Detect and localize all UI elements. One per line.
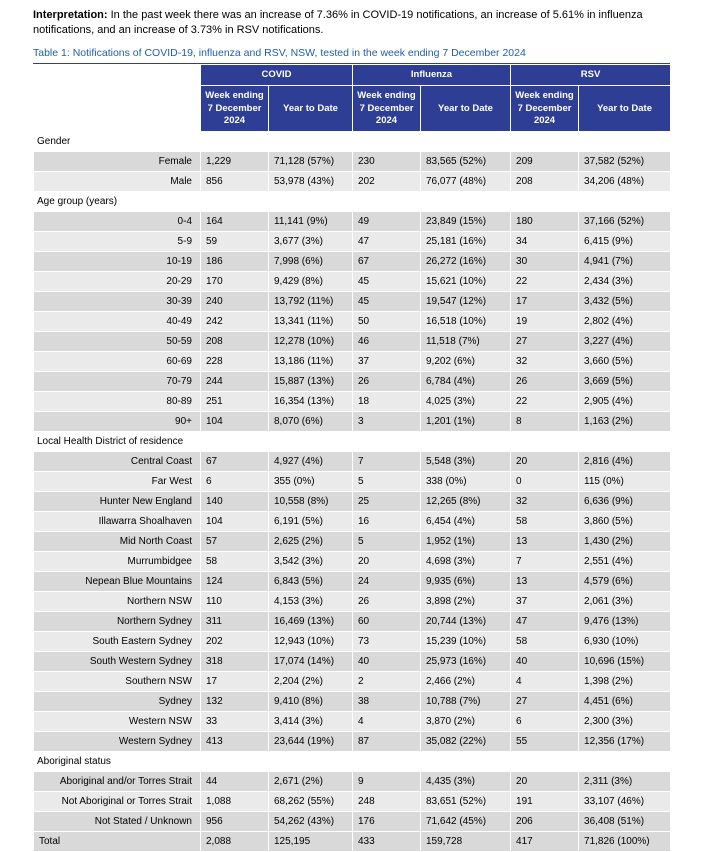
section-header-row [34,752,671,772]
data-cell: 4,451 (6%) [579,692,671,712]
data-cell: 13,341 (11%) [269,312,353,332]
table-row [34,532,671,552]
table-row [34,412,671,432]
data-cell: 17,074 (14%) [269,652,353,672]
data-cell: 71,128 (57%) [269,152,353,172]
interpretation-label: Interpretation: [33,9,108,21]
data-cell: 10,696 (15%) [579,652,671,672]
data-cell: 2,204 (2%) [269,672,353,692]
data-cell: 7 [511,552,579,572]
section-header-row [34,192,671,212]
data-cell: 176 [353,812,421,832]
data-cell: 3,870 (2%) [421,712,511,732]
data-cell: 32 [511,352,579,372]
data-cell: 6,415 (9%) [579,232,671,252]
data-cell: 355 (0%) [269,472,353,492]
table-row [34,772,671,792]
data-cell: 68,262 (55%) [269,792,353,812]
data-cell: 25,181 (16%) [421,232,511,252]
data-cell: 209 [511,152,579,172]
data-cell: 6,454 (4%) [421,512,511,532]
data-cell: 4 [353,712,421,732]
data-cell: 8 [511,412,579,432]
data-cell: 20 [511,452,579,472]
row-label: Male [34,172,201,192]
data-cell: 228 [201,352,269,372]
data-cell: 164 [201,212,269,232]
data-cell: 208 [511,172,579,192]
data-cell: 15,621 (10%) [421,272,511,292]
data-cell: 50 [353,312,421,332]
row-label: Central Coast [34,452,201,472]
data-cell: 16,469 (13%) [269,612,353,632]
table-row [34,152,671,172]
data-cell: 22 [511,392,579,412]
data-cell: 6,191 (5%) [269,512,353,532]
data-cell: 9,935 (6%) [421,572,511,592]
data-cell: 6,930 (10%) [579,632,671,652]
data-cell: 58 [511,512,579,532]
corner-cell [34,65,201,86]
row-label: Western NSW [34,712,201,732]
section-header-label: Age group (years) [34,192,671,212]
data-cell: 2,816 (4%) [579,452,671,472]
data-cell: 35,082 (22%) [421,732,511,752]
row-label: Murrumbidgee [34,552,201,572]
table-row [34,672,671,692]
table-row [34,392,671,412]
rsv-week-header: Week ending 7 December 2024 [511,86,579,132]
data-cell: 3,898 (2%) [421,592,511,612]
data-cell: 11,141 (9%) [269,212,353,232]
corner-cell [34,86,201,132]
data-cell: 208 [201,332,269,352]
data-cell: 45 [353,292,421,312]
data-cell: 25 [353,492,421,512]
table-row [34,592,671,612]
data-cell: 4,153 (3%) [269,592,353,612]
total-cell: 159,728 [421,832,511,852]
section-header-label: Gender [34,132,671,152]
data-cell: 230 [353,152,421,172]
total-cell: 417 [511,832,579,852]
data-cell: 206 [511,812,579,832]
data-cell: 338 (0%) [421,472,511,492]
data-cell: 3,677 (3%) [269,232,353,252]
data-cell: 37 [353,352,421,372]
table-row [34,652,671,672]
table-row [34,712,671,732]
data-cell: 6,843 (5%) [269,572,353,592]
data-cell: 47 [511,612,579,632]
data-cell: 45 [353,272,421,292]
data-cell: 26 [353,372,421,392]
row-label: Female [34,152,201,172]
data-cell: 40 [353,652,421,672]
data-cell: 57 [201,532,269,552]
data-cell: 9,410 (8%) [269,692,353,712]
total-cell: 125,195 [269,832,353,852]
data-cell: 3,227 (4%) [579,332,671,352]
data-cell: 1,088 [201,792,269,812]
data-cell: 46 [353,332,421,352]
row-label: Hunter New England [34,492,201,512]
data-cell: 3,669 (5%) [579,372,671,392]
table-body [34,132,671,852]
data-cell: 186 [201,252,269,272]
data-cell: 2,434 (3%) [579,272,671,292]
data-cell: 132 [201,692,269,712]
data-cell: 1,163 (2%) [579,412,671,432]
table-row [34,332,671,352]
data-cell: 248 [353,792,421,812]
interpretation-text: In the past week there was an increase of 7.36% in COVID-19 notifications, an increase of 5.61% in influenza notifications, and an increase of 3.73% in RSV notifications. [33,9,643,36]
row-label: Mid North Coast [34,532,201,552]
row-label: South Western Sydney [34,652,201,672]
data-cell: 47 [353,232,421,252]
data-cell: 15,239 (10%) [421,632,511,652]
data-cell: 115 (0%) [579,472,671,492]
data-cell: 4,941 (7%) [579,252,671,272]
data-cell: 180 [511,212,579,232]
data-cell: 11,518 (7%) [421,332,511,352]
row-label: Illawarra Shoalhaven [34,512,201,532]
row-label: 70-79 [34,372,201,392]
table-row [34,232,671,252]
table-row [34,792,671,812]
data-cell: 13 [511,532,579,552]
table-row [34,632,671,652]
row-label: Western Sydney [34,732,201,752]
data-cell: 26 [511,372,579,392]
data-cell: 2,466 (2%) [421,672,511,692]
data-cell: 16,518 (10%) [421,312,511,332]
data-cell: 49 [353,212,421,232]
data-cell: 20,744 (13%) [421,612,511,632]
row-label: 80-89 [34,392,201,412]
data-cell: 2,551 (4%) [579,552,671,572]
data-cell: 1,952 (1%) [421,532,511,552]
data-cell: 54,262 (43%) [269,812,353,832]
group-header-influenza: Influenza [353,65,511,86]
data-cell: 34,206 (48%) [579,172,671,192]
table-row [34,612,671,632]
data-cell: 2,625 (2%) [269,532,353,552]
table-row [34,492,671,512]
data-cell: 856 [201,172,269,192]
table-row [34,692,671,712]
data-cell: 23,644 (19%) [269,732,353,752]
data-cell: 2,802 (4%) [579,312,671,332]
table-row [34,352,671,372]
data-cell: 37,582 (52%) [579,152,671,172]
data-cell: 244 [201,372,269,392]
data-cell: 318 [201,652,269,672]
data-cell: 44 [201,772,269,792]
data-cell: 413 [201,732,269,752]
data-cell: 4,579 (6%) [579,572,671,592]
data-cell: 30 [511,252,579,272]
table-row [34,272,671,292]
table-row [34,572,671,592]
data-cell: 59 [201,232,269,252]
data-cell: 83,651 (52%) [421,792,511,812]
data-cell: 1,398 (2%) [579,672,671,692]
data-cell: 170 [201,272,269,292]
data-cell: 87 [353,732,421,752]
total-cell: 433 [353,832,421,852]
data-cell: 13,792 (11%) [269,292,353,312]
data-cell: 37,166 (52%) [579,212,671,232]
row-label: Far West [34,472,201,492]
table-row [34,452,671,472]
data-cell: 17 [511,292,579,312]
row-label: Aboriginal and/or Torres Strait [34,772,201,792]
table-row [34,812,671,832]
data-cell: 1,229 [201,152,269,172]
data-cell: 67 [353,252,421,272]
data-cell: 12,278 (10%) [269,332,353,352]
data-cell: 27 [511,332,579,352]
section-header-row [34,132,671,152]
row-label: 50-59 [34,332,201,352]
data-cell: 58 [201,552,269,572]
data-cell: 73 [353,632,421,652]
table-head [34,65,671,132]
data-cell: 19,547 (12%) [421,292,511,312]
data-cell: 6 [201,472,269,492]
section-header-label: Local Health District of residence [34,432,671,452]
data-cell: 7 [353,452,421,472]
data-cell: 55 [511,732,579,752]
data-cell: 2,311 (3%) [579,772,671,792]
data-cell: 13 [511,572,579,592]
data-cell: 10,558 (8%) [269,492,353,512]
data-cell: 7,998 (6%) [269,252,353,272]
data-cell: 19 [511,312,579,332]
group-header-row [34,65,671,86]
row-label: Sydney [34,692,201,712]
data-cell: 104 [201,412,269,432]
data-cell: 5 [353,532,421,552]
table-row [34,312,671,332]
data-cell: 32 [511,492,579,512]
data-cell: 26 [353,592,421,612]
data-cell: 140 [201,492,269,512]
notifications-table [33,64,671,852]
data-cell: 17 [201,672,269,692]
data-cell: 1,430 (2%) [579,532,671,552]
data-cell: 4,025 (3%) [421,392,511,412]
data-cell: 4,435 (3%) [421,772,511,792]
table-row [34,172,671,192]
data-cell: 34 [511,232,579,252]
data-cell: 6 [511,712,579,732]
data-cell: 26,272 (16%) [421,252,511,272]
row-label: Southern NSW [34,672,201,692]
row-label: South Eastern Sydney [34,632,201,652]
data-cell: 3,432 (5%) [579,292,671,312]
row-label: 90+ [34,412,201,432]
covid-week-header: Week ending 7 December 2024 [201,86,269,132]
row-label: 30-39 [34,292,201,312]
data-cell: 1,201 (1%) [421,412,511,432]
data-cell: 6,636 (9%) [579,492,671,512]
data-cell: 110 [201,592,269,612]
data-cell: 12,943 (10%) [269,632,353,652]
data-cell: 20 [353,552,421,572]
data-cell: 37 [511,592,579,612]
subheader-row [34,86,671,132]
data-cell: 12,265 (8%) [421,492,511,512]
data-cell: 2 [353,672,421,692]
data-cell: 4 [511,672,579,692]
table-row [34,732,671,752]
data-cell: 15,887 (13%) [269,372,353,392]
data-cell: 3,660 (5%) [579,352,671,372]
row-label: 10-19 [34,252,201,272]
data-cell: 8,070 (6%) [269,412,353,432]
total-cell: 2,088 [201,832,269,852]
data-cell: 9,202 (6%) [421,352,511,372]
data-cell: 9 [353,772,421,792]
data-cell: 16 [353,512,421,532]
data-cell: 53,978 (43%) [269,172,353,192]
data-cell: 3,860 (5%) [579,512,671,532]
data-cell: 2,061 (3%) [579,592,671,612]
data-cell: 3 [353,412,421,432]
data-cell: 33 [201,712,269,732]
data-cell: 202 [201,632,269,652]
data-cell: 36,408 (51%) [579,812,671,832]
data-cell: 25,973 (16%) [421,652,511,672]
table-row [34,252,671,272]
data-cell: 5 [353,472,421,492]
table-row [34,512,671,532]
data-cell: 251 [201,392,269,412]
section-header-label: Aboriginal status [34,752,671,772]
total-cell: 71,826 (100%) [579,832,671,852]
row-label: Not Aboriginal or Torres Strait [34,792,201,812]
data-cell: 9,476 (13%) [579,612,671,632]
data-cell: 104 [201,512,269,532]
covid-ytd-header: Year to Date [269,86,353,132]
data-cell: 242 [201,312,269,332]
table-row [34,292,671,312]
row-label: 20-29 [34,272,201,292]
data-cell: 23,849 (15%) [421,212,511,232]
group-header-rsv: RSV [511,65,671,86]
data-cell: 24 [353,572,421,592]
total-label: Total [34,832,201,852]
data-cell: 4,698 (3%) [421,552,511,572]
row-label: Northern Sydney [34,612,201,632]
data-cell: 40 [511,652,579,672]
rsv-ytd-header: Year to Date [579,86,671,132]
table-title: Table 1: Notifications of COVID-19, influenza and RSV, NSW, tested in the week ending 7 December 2024 [33,47,670,64]
data-cell: 9,429 (8%) [269,272,353,292]
data-cell: 956 [201,812,269,832]
data-cell: 240 [201,292,269,312]
data-cell: 3,542 (3%) [269,552,353,572]
data-cell: 83,565 (52%) [421,152,511,172]
data-cell: 16,354 (13%) [269,392,353,412]
table-row [34,212,671,232]
group-header-covid: COVID [201,65,353,86]
data-cell: 38 [353,692,421,712]
data-cell: 27 [511,692,579,712]
table-row [34,552,671,572]
influenza-ytd-header: Year to Date [421,86,511,132]
interpretation-paragraph [33,8,670,37]
data-cell: 6,784 (4%) [421,372,511,392]
data-cell: 0 [511,472,579,492]
data-cell: 311 [201,612,269,632]
data-cell: 60 [353,612,421,632]
data-cell: 191 [511,792,579,812]
data-cell: 12,356 (17%) [579,732,671,752]
data-cell: 20 [511,772,579,792]
data-cell: 2,300 (3%) [579,712,671,732]
row-label: Nepean Blue Mountains [34,572,201,592]
table-row [34,372,671,392]
data-cell: 4,927 (4%) [269,452,353,472]
data-cell: 3,414 (3%) [269,712,353,732]
row-label: 5-9 [34,232,201,252]
influenza-week-header: Week ending 7 December 2024 [353,86,421,132]
data-cell: 18 [353,392,421,412]
data-cell: 2,671 (2%) [269,772,353,792]
row-label: 0-4 [34,212,201,232]
row-label: 60-69 [34,352,201,372]
data-cell: 67 [201,452,269,472]
data-cell: 33,107 (46%) [579,792,671,812]
data-cell: 5,548 (3%) [421,452,511,472]
data-cell: 76,077 (48%) [421,172,511,192]
data-cell: 124 [201,572,269,592]
data-cell: 13,186 (11%) [269,352,353,372]
data-cell: 71,642 (45%) [421,812,511,832]
data-cell: 202 [353,172,421,192]
data-cell: 2,905 (4%) [579,392,671,412]
row-label: Not Stated / Unknown [34,812,201,832]
section-header-row [34,432,671,452]
data-cell: 58 [511,632,579,652]
row-label: Northern NSW [34,592,201,612]
data-cell: 10,788 (7%) [421,692,511,712]
table-row [34,472,671,492]
data-cell: 22 [511,272,579,292]
row-label: 40-49 [34,312,201,332]
